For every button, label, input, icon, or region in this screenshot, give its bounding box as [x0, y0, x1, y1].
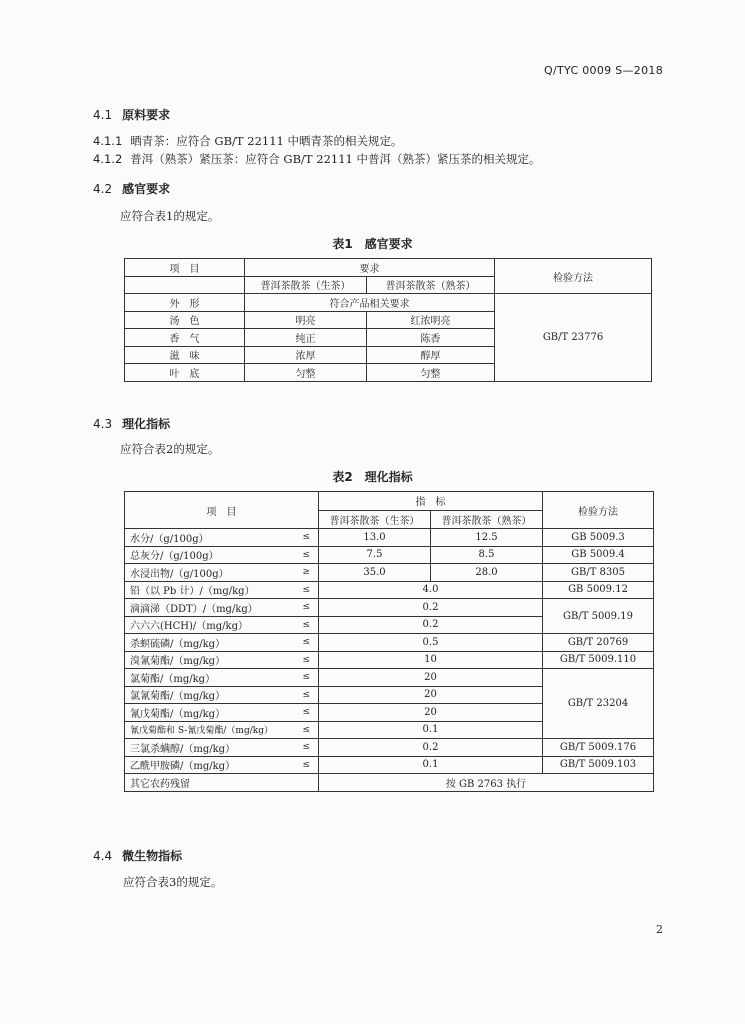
section-number: 4.2	[93, 182, 113, 196]
cell-item: 乙酰甲胺磷/（mg/kg）	[125, 756, 295, 774]
cell-item: 水分/（g/100g）	[125, 529, 295, 547]
table-row	[125, 774, 654, 792]
cell-ripe: 匀整	[367, 364, 495, 382]
cell-ripe: 28.0	[431, 564, 543, 582]
cell-item: 滋 味	[125, 346, 245, 364]
cell-value: 20	[319, 686, 543, 704]
cell-value: 20	[319, 669, 543, 687]
table-row	[125, 669, 654, 687]
section-4-1-heading	[93, 106, 170, 123]
cell-method: GB/T 5009.110	[543, 651, 654, 669]
section-number: 4.3	[93, 417, 113, 431]
cell-value: 0.1	[319, 721, 543, 739]
cell-item: 叶 底	[125, 364, 245, 382]
header-item-blank	[125, 276, 245, 294]
cell-item: 总灰分/（g/100g）	[125, 546, 295, 564]
header-raw: 普洱茶散茶（生茶）	[245, 276, 367, 294]
section-4-3-heading	[93, 415, 170, 432]
clause-number: 4.1.1	[93, 134, 123, 148]
cell-value: 0.2	[319, 616, 543, 634]
section-4-4-text: 应符合表3的规定。	[123, 875, 223, 889]
table-row	[125, 599, 654, 617]
cell-item: 氰戊菊酯和 S-氰戊菊酯/（mg/kg）	[125, 721, 295, 739]
clause-text: 普洱（熟茶）紧压茶：应符合 GB/T 22111 中普洱（熟茶）紧压茶的相关规定。	[130, 152, 541, 166]
section-number: 4.1	[93, 108, 113, 122]
cell-item: 其它农药残留	[125, 774, 319, 792]
clause-number: 4.1.2	[93, 152, 123, 166]
cell-ripe: 醇厚	[367, 346, 495, 364]
cell-symbol: ≤	[295, 634, 319, 652]
section-title: 感官要求	[122, 182, 171, 196]
cell-symbol: ≤	[295, 669, 319, 687]
cell-method: GB/T 5009.176	[543, 739, 654, 757]
cell-raw: 纯正	[245, 329, 367, 347]
cell-item: 汤 色	[125, 311, 245, 329]
cell-method: GB 5009.3	[543, 529, 654, 547]
section-4-3-text: 应符合表2的规定。	[120, 442, 220, 456]
table-row	[125, 651, 654, 669]
cell-method: GB 5009.4	[543, 546, 654, 564]
header-raw: 普洱茶散茶（生茶）	[319, 510, 431, 529]
cell-value: 0.2	[319, 739, 543, 757]
cell-raw: 35.0	[319, 564, 431, 582]
header-item: 项 目	[125, 259, 245, 277]
cell-item: 溴氰菊酯/（mg/kg）	[125, 651, 295, 669]
header-item: 项 目	[125, 492, 319, 529]
cell-item: 滴滴涕（DDT）/（mg/kg）	[125, 599, 295, 617]
header-requirement: 要求	[245, 259, 495, 277]
cell-method: GB/T 23204	[543, 669, 654, 739]
cell-symbol: ≤	[295, 616, 319, 634]
cell-method: GB 5009.12	[543, 581, 654, 599]
cell-item: 外 形	[125, 294, 245, 312]
cell-ripe: 红浓明亮	[367, 311, 495, 329]
table-1-sensory	[124, 258, 652, 382]
header-method: 检验方法	[495, 259, 652, 294]
cell-value: 20	[319, 704, 543, 722]
cell-ripe: 陈香	[367, 329, 495, 347]
table-row	[125, 529, 654, 547]
cell-item: 香 气	[125, 329, 245, 347]
cell-raw: 明亮	[245, 311, 367, 329]
cell-item: 氯氰菊酯/（mg/kg）	[125, 686, 295, 704]
table-2-caption: 表2 理化指标	[332, 470, 413, 484]
cell-ripe: 12.5	[431, 529, 543, 547]
section-title: 原料要求	[122, 108, 171, 122]
cell-value: 0.2	[319, 599, 543, 617]
cell-item: 氯菊酯/（mg/kg）	[125, 669, 295, 687]
table-row	[125, 739, 654, 757]
cell-item: 氰戊菊酯/（mg/kg）	[125, 704, 295, 722]
cell-item: 铅（以 Pb 计）/（mg/kg）	[125, 581, 295, 599]
cell-raw: 13.0	[319, 529, 431, 547]
cell-symbol: ≤	[295, 651, 319, 669]
section-4-2-heading	[93, 180, 170, 197]
page-number: 2	[656, 923, 663, 936]
cell-value: 按 GB 2763 执行	[319, 774, 654, 792]
cell-symbol: ≤	[295, 581, 319, 599]
cell-item: 杀螟硫磷/（mg/kg）	[125, 634, 295, 652]
section-4-4-heading	[93, 847, 182, 864]
cell-symbol: ≤	[295, 686, 319, 704]
section-4-2-text: 应符合表1的规定。	[120, 209, 220, 223]
clause-4-1-2	[93, 151, 541, 167]
cell-item: 三氯杀螨醇/（mg/kg）	[125, 739, 295, 757]
table-row	[125, 294, 652, 312]
cell-value: 4.0	[319, 581, 543, 599]
section-title: 理化指标	[122, 417, 171, 431]
cell-item: 六六六(HCH)/（mg/kg）	[125, 616, 295, 634]
cell-ripe: 8.5	[431, 546, 543, 564]
table-row	[125, 564, 654, 582]
cell-raw: 匀整	[245, 364, 367, 382]
cell-value: 0.5	[319, 634, 543, 652]
cell-raw: 浓厚	[245, 346, 367, 364]
cell-value: 10	[319, 651, 543, 669]
cell-symbol: ≤	[295, 739, 319, 757]
cell-method: GB/T 5009.103	[543, 756, 654, 774]
header-ripe: 普洱茶散茶（熟茶）	[431, 510, 543, 529]
table-row	[125, 546, 654, 564]
cell-symbol: ≤	[295, 599, 319, 617]
section-number: 4.4	[93, 849, 113, 863]
cell-method: GB/T 5009.19	[543, 599, 654, 634]
cell-symbol: ≤	[295, 529, 319, 547]
cell-raw: 7.5	[319, 546, 431, 564]
clause-4-1-1	[93, 133, 403, 149]
table-2-physicochemical	[124, 491, 654, 792]
section-title: 微生物指标	[122, 849, 183, 863]
header-method: 检验方法	[543, 492, 654, 529]
cell-item: 水浸出物/（g/100g）	[125, 564, 295, 582]
cell-method: GB/T 23776	[495, 294, 652, 382]
table-row	[125, 634, 654, 652]
cell-method: GB/T 8305	[543, 564, 654, 582]
cell-symbol: ≤	[295, 756, 319, 774]
cell-method: GB/T 20769	[543, 634, 654, 652]
table-row	[125, 581, 654, 599]
cell-symbol: ≤	[295, 704, 319, 722]
clause-text: 晒青茶：应符合 GB/T 22111 中晒青茶的相关规定。	[130, 134, 403, 148]
cell-symbol: ≥	[295, 564, 319, 582]
table-1-caption: 表1 感官要求	[332, 237, 413, 251]
header-ripe: 普洱茶散茶（熟茶）	[367, 276, 495, 294]
cell-symbol: ≤	[295, 546, 319, 564]
table-row	[125, 756, 654, 774]
cell-value: 0.1	[319, 756, 543, 774]
header-index: 指 标	[319, 492, 543, 511]
standard-number: Q/TYC 0009 S—2018	[544, 64, 663, 77]
cell-appearance: 符合产品相关要求	[245, 294, 495, 312]
cell-symbol: ≤	[295, 721, 319, 739]
